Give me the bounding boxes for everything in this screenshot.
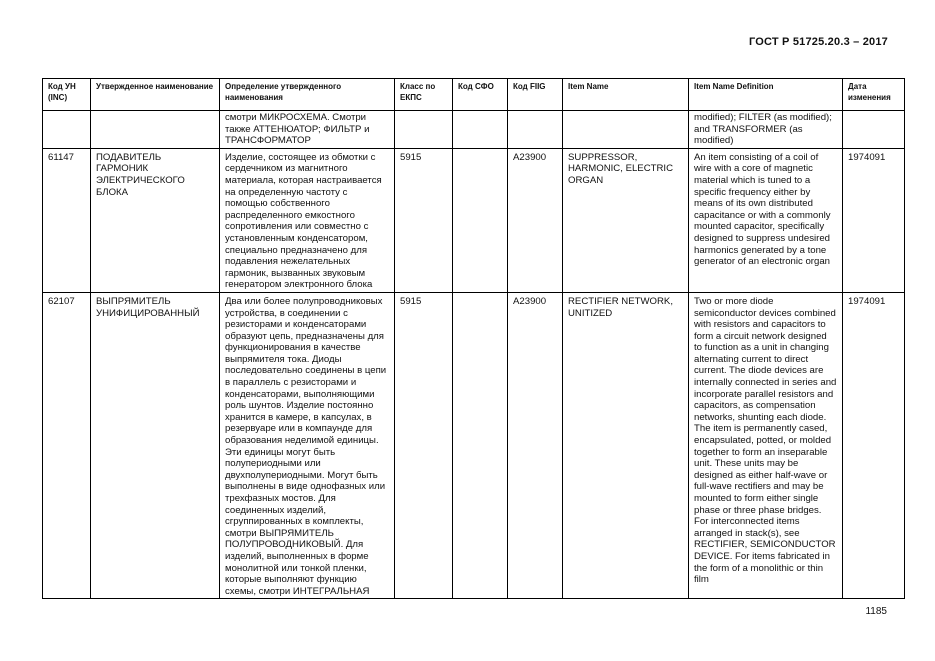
column-header-definition: Определение утвержденного наименования <box>220 79 395 111</box>
cell-change-date: 1974091 <box>843 148 905 292</box>
table-header-row <box>43 79 905 111</box>
column-header-change-date: Дата изменения <box>843 79 905 111</box>
cell-item-name: SUPPRESSOR, HARMONIC, ELECTRIC ORGAN <box>563 148 689 292</box>
column-header-approved-name: Утвержденное наименование <box>91 79 220 111</box>
cell-definition: Два или более полупроводниковых устройства, в соединении с резисторами и конденсаторами образуют цепь, предназначены для функционирования в качестве выпрямителя тока. Диоды последовательно соединены в цепи в параллель с резисторами и конденсаторами, выполняющими роль шунтов. Изделие постоянно хранится в камере, в капсулах, в резервуаре или в компаунде для образования неделимой единицы. Эти единицы могут быть полупериодными или двухполупериодными. Могут быть выполнены в виде однофазных или трехфазных мостов. Для соединенных изделий, сгруппированных в комплекты, смотри ВЫПРЯМИТЕЛЬ ПОЛУПРОВОДНИКОВЫЙ. Для изделий, выполненных в форме монолитной или тонкой пленки, которые выполняют функцию схемы, смотри ИНТЕГРАЛЬНАЯ <box>220 292 395 598</box>
column-header-class: Класс по ЕКПС <box>395 79 453 111</box>
cell-item-name-definition: Two or more diode semiconductor devices combined with resistors and capacitors to form a circuit network designed to function as a unit in changing alternating current to direct current. The diode devices are internally connected in series and incorporate parallel resistors and capacitors, as compensation networks, shunting each diode. The item is permanently cased, encapsulated, potted, or molded together to form an inseparable unit. These units may be designed as either half-wave or full-wave rectifiers and may be mounted to form either single phase or three phase bridges. For interconnected items arranged in stack(s), see RECTIFIER, SEMICONDUCTOR DEVICE. For items fabricated in the form of a monolithic or thin film <box>689 292 843 598</box>
table-row <box>43 148 905 292</box>
column-header-fiig: Код FIIG <box>508 79 563 111</box>
table-row <box>43 111 905 149</box>
cell-inc: 61147 <box>43 148 91 292</box>
cell-change-date: 1974091 <box>843 292 905 598</box>
cell-inc <box>43 111 91 149</box>
cell-sfo <box>453 292 508 598</box>
cell-item-name: RECTIFIER NETWORK, UNITIZED <box>563 292 689 598</box>
cell-sfo <box>453 111 508 149</box>
cell-class: 5915 <box>395 292 453 598</box>
cell-definition: смотри МИКРОСХЕМА. Смотри также АТТЕНЮАТОР; ФИЛЬТР и ТРАНСФОРМАТОР <box>220 111 395 149</box>
table-row <box>43 292 905 598</box>
column-header-item-name: Item Name <box>563 79 689 111</box>
cell-definition: Изделие, состоящее из обмотки с сердечником из магнитного материала, которая настраивается на определенную частоту с помощью собственного распределенного емкостного сопротивления или совместно с установленным конденсатором, специально предназначено для подавления нежелательных гармоник, вызванных звуковым генератором электронного блока <box>220 148 395 292</box>
cell-class <box>395 111 453 149</box>
cell-fiig: A23900 <box>508 148 563 292</box>
cell-item-name-definition: modified); FILTER (as modified); and TRANSFORMER (as modified) <box>689 111 843 149</box>
column-header-inc: Код УН (INC) <box>43 79 91 111</box>
cell-sfo <box>453 148 508 292</box>
cell-item-name-definition: An item consisting of a coil of wire with a core of magnetic material which is tuned to a specific frequency either by means of its own distributed capacitance or with a commonly mounted capacitor, specifically designed to suppress undesired harmonics generated by a tone generator of an electronic organ <box>689 148 843 292</box>
cell-approved-name: ПОДАВИТЕЛЬ ГАРМОНИК ЭЛЕКТРИЧЕСКОГО БЛОКА <box>91 148 220 292</box>
cell-fiig <box>508 111 563 149</box>
column-header-sfo: Код СФО <box>453 79 508 111</box>
cell-approved-name <box>91 111 220 149</box>
item-name-table <box>42 78 905 599</box>
cell-approved-name: ВЫПРЯМИТЕЛЬ УНИФИЦИРОВАННЫЙ <box>91 292 220 598</box>
column-header-item-name-definition: Item Name Definition <box>689 79 843 111</box>
cell-inc: 62107 <box>43 292 91 598</box>
document-standard-header: ГОСТ Р 51725.20.3 – 2017 <box>748 36 888 48</box>
page-number: 1185 <box>865 606 887 617</box>
cell-class: 5915 <box>395 148 453 292</box>
cell-fiig: A23900 <box>508 292 563 598</box>
cell-item-name <box>563 111 689 149</box>
cell-change-date <box>843 111 905 149</box>
